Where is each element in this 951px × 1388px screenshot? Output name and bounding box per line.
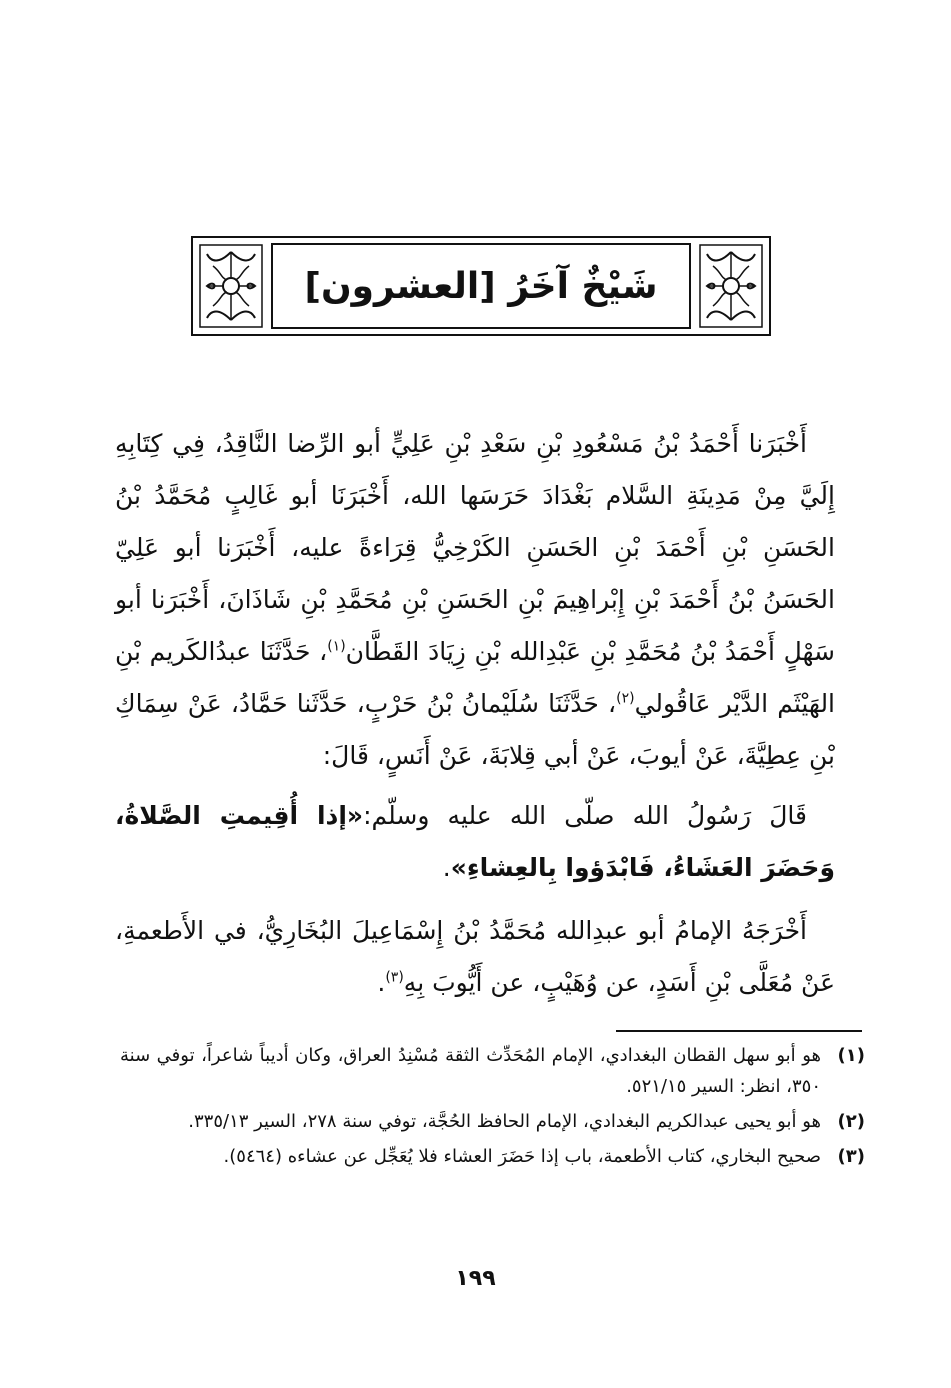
footnote-ref-1[interactable]: (١): [327, 638, 346, 655]
hadith-text: «إذا أُقِيمتِ الصَّلاةُ، وَحَضَرَ العَشَاءُ، فَابْدَؤوا بِالعِشاءِ»: [115, 801, 835, 882]
hadith-paragraph: [115, 790, 835, 894]
page-number: ١٩٩: [455, 1266, 496, 1291]
hadith-end: .: [442, 853, 451, 882]
chapter-title-box: [271, 243, 691, 329]
floral-ornament-icon: [199, 244, 263, 328]
footnote-item: [120, 1141, 865, 1172]
footnote-ref-3[interactable]: (٣): [385, 969, 404, 986]
footnotes: [120, 1040, 865, 1176]
footnote-number: (٢): [837, 1111, 865, 1132]
chapter-title: شَيْخٌ آخَرُ [العشرون]: [304, 265, 658, 307]
takhrij-paragraph: [115, 905, 835, 1009]
footnote-text: هو أبو يحيى عبدالكريم البغدادي، الإمام الحافظ الحُجَّة، توفي سنة ٢٧٨، السير ٣٣٥/١٣.: [188, 1111, 821, 1132]
takhrij-text: أَخْرَجَهُ الإمامُ أبو عبدِالله مُحَمَّدُ بْنُ إِسْمَاعِيلَ البُخَارِيُّ، في الأَطعمةِ، عَنْ مُعَلَّى بْنِ أَسَدٍ، عن وُهَيْبٍ، عن أَيُّوبَ بِهِ: [115, 916, 835, 997]
isnad-text-mid: ، حَدَّثَنَا عبدُالكَريم بْنِ الهَيْثَم الدَّيْر عَاقُولي: [115, 637, 836, 718]
hadith-intro: قَالَ رَسُولُ الله صلّى الله عليه وسلّم:: [363, 801, 807, 830]
floral-ornament-icon: [699, 244, 763, 328]
chapter-title-frame: [191, 236, 771, 336]
isnad-text: أَخْبَرَنا أَحْمَدُ بْنُ مَسْعُودِ بْنِ سَعْدِ بْنِ عَلِيٍّ أبو الرِّضا النَّاقِدُ، فِي كِتَابِهِ إِلَيَّ مِنْ مَدِينَةِ السَّلام بَغْدَادَ حَرَسَها الله، أَخْبَرَنَا أبو غَالِبٍ مُحَمَّدُ بْنُ الحَسَنِ بْنِ أَحْمَدَ بْنِ الحَسَنِ الكَرْخِيُّ قِرَاءةً عليه، أَخْبَرَنا أبو عَلِيّ الحَسَنُ بْنُ أَحْمَدَ بْنِ إِبْراهِيمَ بْنِ الحَسَنِ بْنِ مُحَمَّدِ بْنِ شَاذَانَ، أَخْبَرَنا أبو سَهْلٍ أَحْمَدُ بْنُ مُحَمَّدِ بْنِ عَبْدِالله بْنِ زِيَادَ القَطَّان: [115, 429, 836, 666]
isnad-text-end: ، حَدَّثَنَا سُلَيْمانُ بْنُ حَرْبٍ، حَدَّثَنا حَمَّادُ، عَنْ سِمَاكِ بْنِ عِطِيَّةَ، عَنْ أيوبَ، عَنْ أبي قِلابَةَ، عَنْ أَنَسٍ، قَالَ:: [115, 689, 835, 770]
footnote-text: صحيح البخاري، كتاب الأطعمة، باب إذا حَضَرَ العشاء فلا يُعَجِّل عن عشاءه (٥٤٦٤).: [223, 1146, 821, 1167]
footnote-item: [120, 1040, 865, 1102]
takhrij-end: .: [377, 968, 386, 997]
footnote-separator: [616, 1030, 862, 1032]
footnote-text: هو أبو سهل القطان البغدادي، الإمام المُحَدِّث الثقة مُسْنِدُ العراق، وكان أديباً شاعراً، توفي سنة ٣٥٠، انظر: السير ٥٢١/١٥.: [120, 1045, 821, 1097]
footnote-number: (١): [837, 1045, 865, 1066]
footnote-item: [120, 1106, 865, 1137]
isnad-paragraph: [115, 418, 835, 782]
footnote-ref-2[interactable]: (٢): [616, 690, 635, 707]
footnote-number: (٣): [837, 1146, 865, 1167]
